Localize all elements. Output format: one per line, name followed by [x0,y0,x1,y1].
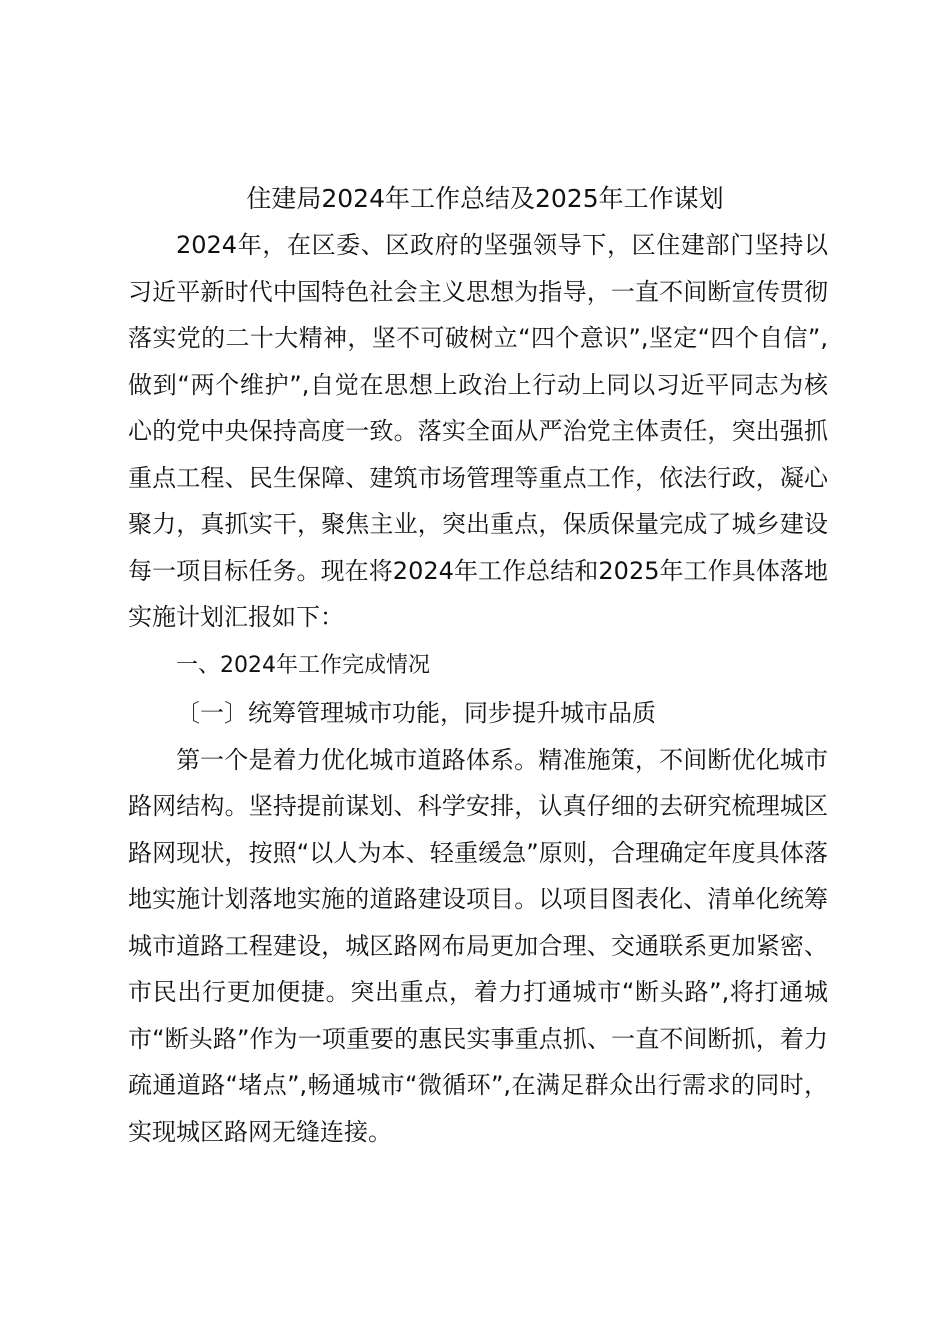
document-page [128,176,828,1155]
intro-paragraph: 2024年，在区委、区政府的坚强领导下，区住建部门坚持以习近平新时代中国特色社会主义思想为指导，一直不间断宣传贯彻落实党的二十大精神，坚不可破树立“四个意识”,坚定“四个自信”,做到“两个维护”,自觉在思想上政治上行动上同以习近平同志为核心的党中央保持高度一致。落实全面从严治党主体责任，突出强抓重点工程、民生保障、建筑市场管理等重点工作，依法行政，凝心聚力，真抓实干，聚焦主业，突出重点，保质保量完成了城乡建设每一项目标任务。现在将2024年工作总结和2025年工作具体落地实施计划汇报如下： [128,231,828,631]
section-heading: 一、2024年工作完成情况 [176,652,430,678]
body-paragraph: 第一个是着力优化城市道路体系。精准施策，不间断优化城市路网结构。坚持提前谋划、科学安排，认真仔细的去研究梳理城区路网现状，按照“以人为本、轻重缓急”原则，合理确定年度具体落地实施计划落地实施的道路建设项目。以项目图表化、清单化统筹城市道路工程建设，城区路网布局更加合理、交通联系更加紧密、市民出行更加便捷。突出重点，着力打通城市“断头路”,将打通城市“断头路”作为一项重要的惠民实事重点抓、一直不间断抓，着力疏通道路“堵点”,畅通城市“微循环”,在满足群众出行需求的同时，实现城区路网无缝连接。 [128,745,828,1146]
document-title: 住建局2024年工作总结及2025年工作谋划 [246,184,724,213]
subsection-heading: 〔一〕统筹管理城市功能，同步提升城市品质 [176,698,656,727]
